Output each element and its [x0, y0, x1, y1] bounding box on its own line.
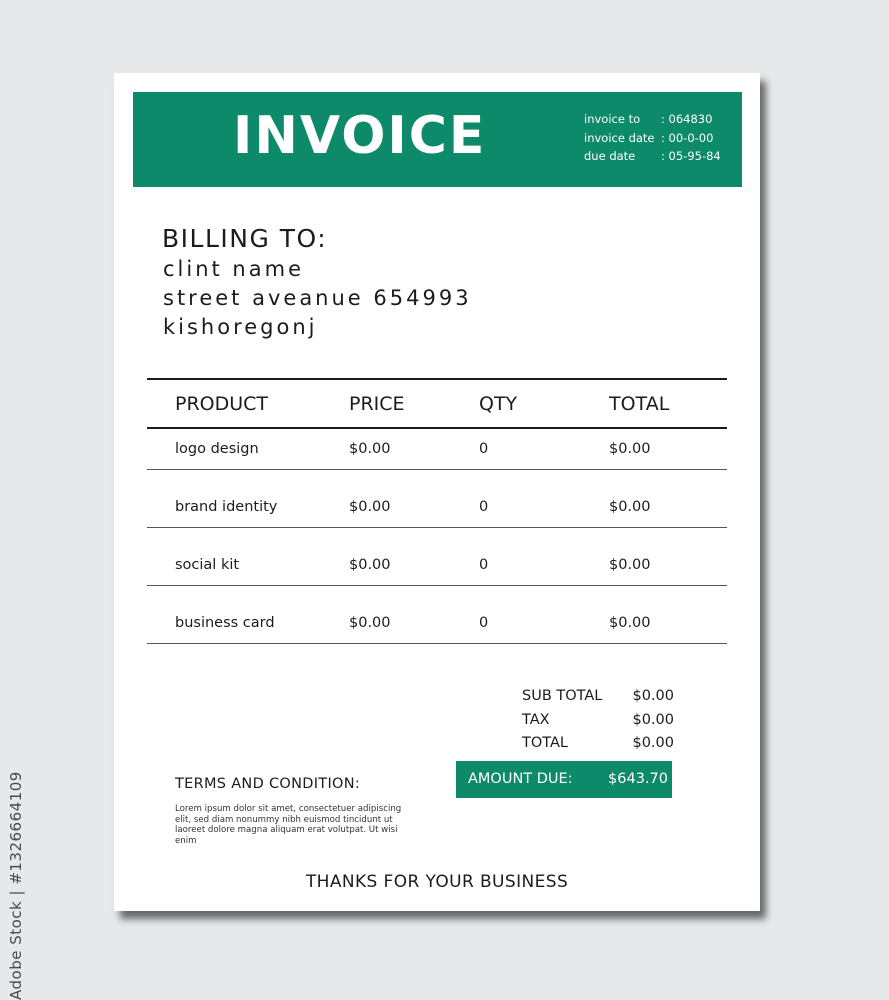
amount-due-label: AMOUNT DUE:: [468, 771, 573, 787]
meta-label: invoice date: [584, 130, 655, 145]
cell-price: $0.00: [349, 615, 391, 631]
cell-total: $0.00: [609, 557, 651, 573]
subtotal-row: [522, 688, 674, 712]
invoice-meta: [584, 110, 721, 166]
header-qty: QTY: [479, 393, 518, 415]
table-row: [147, 528, 727, 586]
cell-total: $0.00: [609, 441, 651, 457]
table-header: [147, 378, 727, 429]
cell-qty: 0: [479, 615, 489, 631]
terms-body: Lorem ipsum dolor sit amet, consectetuer adipiscing elit, sed diam nonummy nibh euismod tincidunt ut laoreet dolore magna aliquam erat volutpat. Ut wisi enim: [175, 804, 402, 846]
cell-product: business card: [175, 615, 275, 631]
line-items-table: [147, 378, 727, 644]
invoice-header-banner: [133, 92, 742, 187]
cell-product: social kit: [175, 557, 240, 573]
meta-label: due date: [584, 149, 636, 163]
invoice-title: INVOICE: [233, 106, 487, 166]
meta-due-date: [584, 147, 721, 166]
cell-qty: 0: [479, 441, 489, 457]
terms-heading: TERMS AND CONDITION:: [175, 776, 361, 792]
subtotal-value: $0.00: [632, 688, 674, 704]
meta-value: : 064830: [661, 112, 713, 126]
cell-price: $0.00: [349, 557, 391, 573]
cell-product: logo design: [175, 441, 259, 457]
table-row: [147, 586, 727, 644]
header-price: PRICE: [349, 393, 405, 415]
cell-qty: 0: [479, 499, 489, 515]
tax-value: $0.00: [632, 711, 674, 728]
cell-price: $0.00: [349, 441, 391, 457]
table-row: [147, 429, 727, 470]
billing-street: street aveanue 654993: [163, 286, 472, 310]
meta-invoice-to: [584, 110, 721, 129]
total-label: TOTAL: [522, 735, 568, 751]
cell-qty: 0: [479, 557, 489, 573]
billing-city: kishoregonj: [163, 315, 318, 339]
invoice-sheet: [114, 73, 760, 911]
billing-client-name: clint name: [163, 257, 304, 281]
amount-due-box: [456, 761, 672, 798]
meta-label: invoice to: [584, 112, 641, 126]
total-row: [522, 735, 674, 759]
billing-block: [162, 223, 472, 342]
tax-label: TAX: [522, 711, 550, 728]
billing-heading: BILLING TO:: [162, 224, 328, 253]
table-row: [147, 470, 727, 528]
header-product: PRODUCT: [175, 393, 269, 415]
totals-block: [522, 688, 674, 759]
thanks-footer: THANKS FOR YOUR BUSINESS: [305, 872, 569, 892]
meta-value: : 00-0-00: [661, 130, 714, 145]
cell-product: brand identity: [175, 499, 278, 515]
amount-due-value: $643.70: [608, 771, 668, 787]
meta-invoice-date: [584, 129, 721, 148]
stock-credit: Adobe Stock | #1326664109: [7, 771, 25, 1000]
cell-total: $0.00: [609, 615, 651, 631]
cell-price: $0.00: [349, 499, 391, 515]
header-total: TOTAL: [609, 393, 670, 415]
tax-row: [522, 712, 674, 736]
total-value: $0.00: [632, 735, 674, 751]
cell-total: $0.00: [609, 499, 651, 515]
meta-value: : 05-95-84: [661, 149, 721, 163]
subtotal-label: SUB TOTAL: [522, 688, 603, 704]
